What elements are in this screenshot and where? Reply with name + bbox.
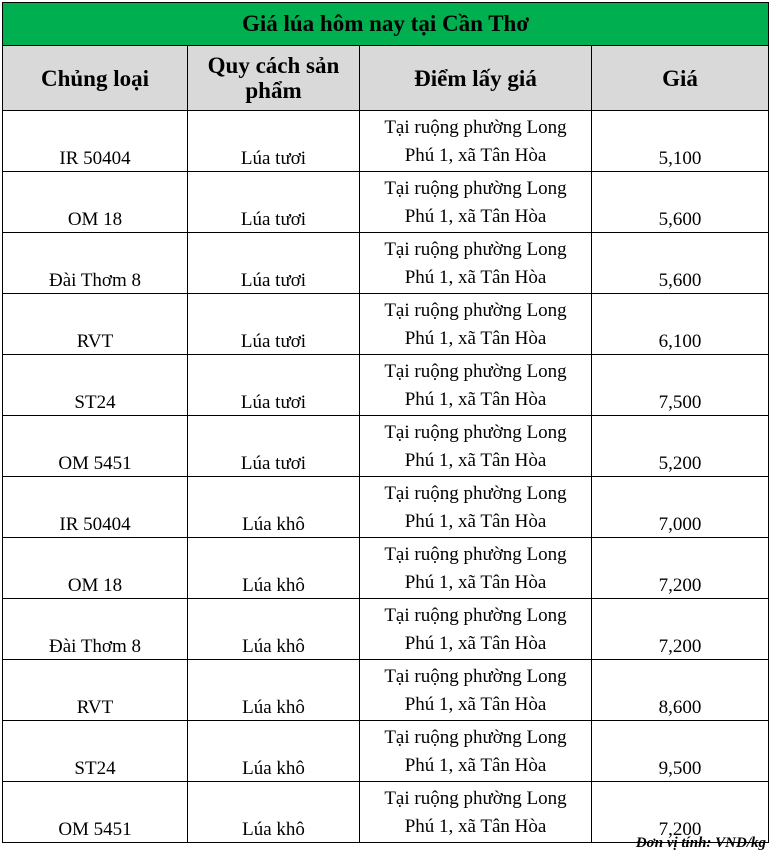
- variety-cell: IR 50404: [3, 477, 188, 538]
- table-row: [3, 660, 769, 721]
- variety-cell: OM 18: [3, 172, 188, 233]
- price-cell: 7,000: [592, 477, 769, 538]
- table-row: [3, 416, 769, 477]
- location-cell: [360, 172, 592, 233]
- location-line-1: Tại ruộng phường Long: [384, 239, 567, 260]
- price-cell: 5,600: [592, 172, 769, 233]
- location-cell: [360, 416, 592, 477]
- price-cell: 5,100: [592, 111, 769, 172]
- table-row: [3, 782, 769, 843]
- price-cell: 5,200: [592, 416, 769, 477]
- location-line-1: Tại ruộng phường Long: [384, 666, 567, 687]
- unit-note: Đơn vị tính: VND/kg: [635, 835, 766, 851]
- table-body: [3, 111, 769, 843]
- variety-cell: OM 18: [3, 538, 188, 599]
- location-line-1: Tại ruộng phường Long: [384, 727, 567, 748]
- location-cell: [360, 782, 592, 843]
- table-row: [3, 294, 769, 355]
- table-row: [3, 721, 769, 782]
- variety-cell: Đài Thơm 8: [3, 233, 188, 294]
- location-line-1: Tại ruộng phường Long: [384, 483, 567, 504]
- price-cell: 5,600: [592, 233, 769, 294]
- price-cell: 9,500: [592, 721, 769, 782]
- location-line-2: Phú 1, xã Tân Hòa: [404, 206, 547, 227]
- spec-cell: Lúa khô: [188, 538, 360, 599]
- location-line-1: Tại ruộng phường Long: [384, 178, 567, 199]
- spec-cell: Lúa khô: [188, 782, 360, 843]
- table-row: [3, 172, 769, 233]
- price-cell: 7,500: [592, 355, 769, 416]
- location-line-1: Tại ruộng phường Long: [384, 422, 567, 443]
- location-cell: [360, 538, 592, 599]
- location-line-1: Tại ruộng phường Long: [384, 788, 567, 809]
- location-cell: [360, 599, 592, 660]
- variety-cell: ST24: [3, 721, 188, 782]
- location-line-2: Phú 1, xã Tân Hòa: [404, 816, 547, 837]
- variety-cell: IR 50404: [3, 111, 188, 172]
- table-row: [3, 477, 769, 538]
- location-line-1: Tại ruộng phường Long: [384, 117, 567, 138]
- header-row: [3, 46, 769, 111]
- price-table: [2, 2, 769, 843]
- spec-cell: Lúa khô: [188, 660, 360, 721]
- spec-cell: Lúa tươi: [188, 294, 360, 355]
- location-cell: [360, 355, 592, 416]
- spec-cell: Lúa tươi: [188, 355, 360, 416]
- location-line-1: Tại ruộng phường Long: [384, 544, 567, 565]
- table-row: [3, 538, 769, 599]
- location-line-2: Phú 1, xã Tân Hòa: [404, 267, 547, 288]
- location-line-2: Phú 1, xã Tân Hòa: [404, 633, 547, 654]
- variety-cell: Đài Thơm 8: [3, 599, 188, 660]
- table-row: [3, 233, 769, 294]
- spec-cell: Lúa tươi: [188, 172, 360, 233]
- variety-cell: RVT: [3, 660, 188, 721]
- header-price: Giá: [592, 46, 769, 111]
- table-row: [3, 111, 769, 172]
- header-spec: Quy cách sản phẩm: [188, 46, 360, 111]
- spec-cell: Lúa khô: [188, 599, 360, 660]
- location-line-2: Phú 1, xã Tân Hòa: [404, 145, 547, 166]
- location-cell: [360, 477, 592, 538]
- table-row: [3, 355, 769, 416]
- variety-cell: ST24: [3, 355, 188, 416]
- location-line-1: Tại ruộng phường Long: [384, 605, 567, 626]
- location-cell: [360, 233, 592, 294]
- location-cell: [360, 721, 592, 782]
- location-cell: [360, 111, 592, 172]
- variety-cell: RVT: [3, 294, 188, 355]
- location-line-2: Phú 1, xã Tân Hòa: [404, 328, 547, 349]
- spec-cell: Lúa khô: [188, 477, 360, 538]
- price-cell: 6,100: [592, 294, 769, 355]
- location-line-2: Phú 1, xã Tân Hòa: [404, 389, 547, 410]
- location-line-2: Phú 1, xã Tân Hòa: [404, 694, 547, 715]
- variety-cell: OM 5451: [3, 416, 188, 477]
- variety-cell: OM 5451: [3, 782, 188, 843]
- header-variety: Chủng loại: [3, 46, 188, 111]
- table-row: [3, 599, 769, 660]
- table-title: Giá lúa hôm nay tại Cần Thơ: [3, 3, 769, 46]
- header-location: Điểm lấy giá: [360, 46, 592, 111]
- price-cell: 7,200: [592, 782, 769, 843]
- price-cell: 7,200: [592, 538, 769, 599]
- location-line-1: Tại ruộng phường Long: [384, 361, 567, 382]
- spec-cell: Lúa tươi: [188, 233, 360, 294]
- location-line-2: Phú 1, xã Tân Hòa: [404, 572, 547, 593]
- price-cell: 8,600: [592, 660, 769, 721]
- spec-cell: Lúa tươi: [188, 111, 360, 172]
- spec-cell: Lúa tươi: [188, 416, 360, 477]
- location-line-2: Phú 1, xã Tân Hòa: [404, 755, 547, 776]
- location-line-2: Phú 1, xã Tân Hòa: [404, 511, 547, 532]
- price-cell: 7,200: [592, 599, 769, 660]
- location-cell: [360, 294, 592, 355]
- location-line-2: Phú 1, xã Tân Hòa: [404, 450, 547, 471]
- location-cell: [360, 660, 592, 721]
- spec-cell: Lúa khô: [188, 721, 360, 782]
- location-line-1: Tại ruộng phường Long: [384, 300, 567, 321]
